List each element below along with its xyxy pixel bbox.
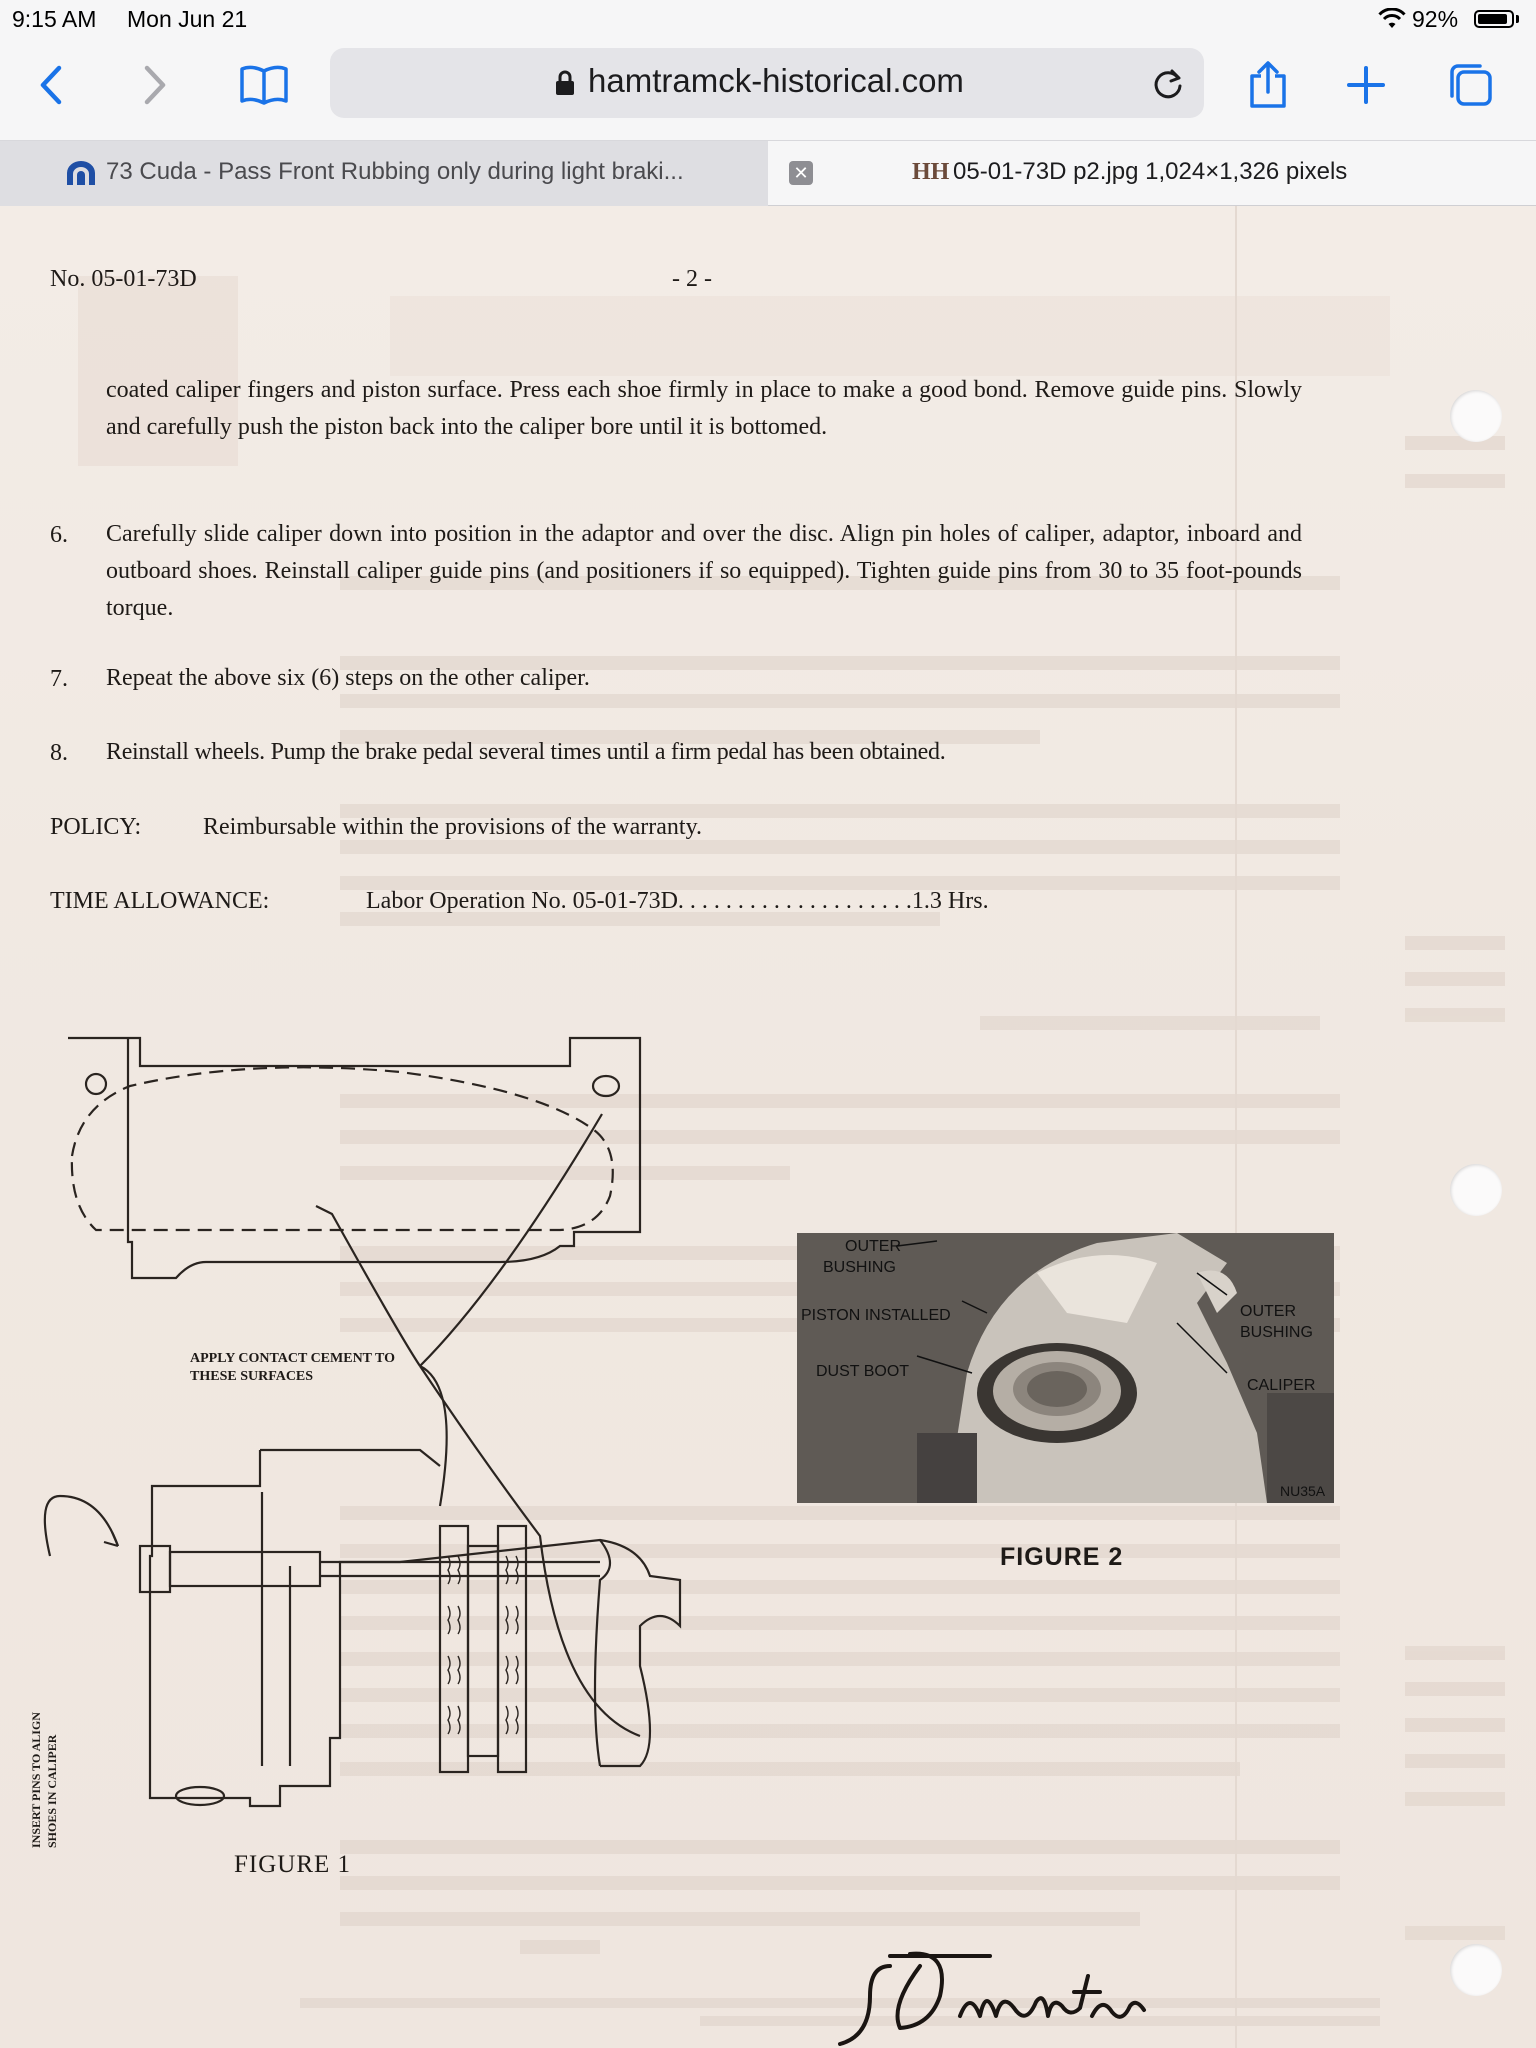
label-caliper: CALIPER <box>1247 1377 1316 1394</box>
battery-percent: 92% <box>1412 6 1459 32</box>
continued-paragraph: coated caliper fingers and piston surface. Press each shoe firmly in place to make a good bond. Remove guide pins. Slowly and carefully push the piston back into the caliper bore until it is bottomed. <box>106 377 1302 440</box>
figure2-caption: FIGURE 2 <box>1000 1543 1124 1571</box>
mopar-logo-icon <box>64 161 98 187</box>
signature-image <box>830 1946 1170 2046</box>
tab-bar <box>0 140 1536 206</box>
step-number: 8. <box>50 740 68 766</box>
policy-label: POLICY: <box>50 814 142 840</box>
label-piston-installed: PISTON INSTALLED <box>801 1307 951 1324</box>
bulletin-number: No. 05-01-73D <box>50 266 197 292</box>
lock-icon <box>554 70 576 96</box>
label-outer-bushing-right <box>1240 1323 1313 1342</box>
figure1-label-apply: APPLY CONTACT CEMENT TO THESE SURFACES <box>190 1351 395 1384</box>
new-tab-button[interactable] <box>1336 60 1396 110</box>
figure1-label-insert-text <box>24 1564 64 1854</box>
punch-hole <box>1450 390 1502 442</box>
figure1-drawing <box>0 206 1536 2048</box>
photo-code: NU35A <box>1280 1483 1326 1499</box>
step-number: 6. <box>50 522 68 548</box>
label-text: BUSHING <box>823 1259 896 1276</box>
bulletin-image <box>0 206 1536 2048</box>
plus-icon <box>1346 65 1386 105</box>
status-bar <box>0 0 1536 40</box>
book-icon <box>238 63 290 107</box>
label-outer-bushing-right <box>1240 1302 1296 1321</box>
close-tab-button[interactable] <box>789 161 813 185</box>
svg-text:INSERT PINS TO ALIGN: INSERT PINS TO ALIGN <box>29 1712 43 1848</box>
status-date: Mon Jun 21 <box>127 6 248 32</box>
policy-text: Reimbursable within the provisions of the warranty. <box>203 814 703 840</box>
share-button[interactable] <box>1238 60 1298 110</box>
label-text: OUTER <box>845 1238 901 1255</box>
time-allowance-label: TIME ALLOWANCE: <box>50 888 270 914</box>
browser-toolbar <box>0 40 1536 140</box>
label-text: OUTER <box>1240 1303 1296 1320</box>
tabs-icon <box>1446 62 1494 108</box>
status-time: 9:15 AM <box>12 6 97 32</box>
site-favicon: HH <box>912 159 950 185</box>
step-text: Carefully slide caliper down into position in the adaptor and over the disc. Align pin holes of caliper, adaptor, inboard and outboard shoes. Reinstall caliper guide pins (and positioners if so equipped). Tighten guide pins from 30 to 35 foot-pounds torque. <box>106 521 1302 621</box>
address-bar[interactable] <box>330 48 1204 118</box>
label-dust-boot: DUST BOOT <box>816 1363 910 1380</box>
back-button[interactable] <box>22 60 82 110</box>
page-number: - 2 - <box>672 266 712 292</box>
step-number: 7. <box>50 666 68 692</box>
chevron-right-icon <box>139 64 169 106</box>
close-icon: ✕ <box>793 163 809 183</box>
battery-nub <box>1516 15 1519 23</box>
label-text: BUSHING <box>1240 1324 1313 1341</box>
punch-hole <box>1450 1944 1502 1996</box>
tab-title: 73 Cuda - Pass Front Rubbing only during light braki... <box>106 158 684 185</box>
tab-cuda-forum[interactable] <box>0 141 768 206</box>
wifi-icon <box>1378 8 1406 30</box>
figure1-caption: FIGURE 1 <box>234 1851 352 1878</box>
forward-button[interactable] <box>124 60 184 110</box>
label-outer-bushing <box>845 1237 901 1256</box>
punch-hole <box>1450 1164 1502 1216</box>
time-allowance-text: Labor Operation No. 05-01-73D. . . . . . . . . . . . . . . . . . . .1.3 Hrs. <box>366 888 989 914</box>
tab-title-active[interactable]: 05-01-73D p2.jpg 1,024×1,326 pixels <box>953 158 1348 185</box>
bookmarks-button[interactable] <box>234 60 294 110</box>
step-text: Repeat the above six (6) steps on the other caliper. <box>106 665 590 691</box>
chevron-left-icon <box>37 64 67 106</box>
label-outer-bushing <box>823 1258 896 1277</box>
url-text: hamtramck-historical.com <box>588 62 964 99</box>
battery-icon <box>1474 10 1514 28</box>
reload-icon[interactable] <box>1150 66 1186 102</box>
figure1-label-insert <box>24 1564 64 1854</box>
step-text: Reinstall wheels. Pump the brake pedal several times until a firm pedal has been obtained. <box>106 739 946 765</box>
tabs-overview-button[interactable] <box>1440 60 1500 110</box>
svg-text:SHOES IN CALIPER: SHOES IN CALIPER <box>45 1734 59 1848</box>
share-icon <box>1246 60 1290 110</box>
